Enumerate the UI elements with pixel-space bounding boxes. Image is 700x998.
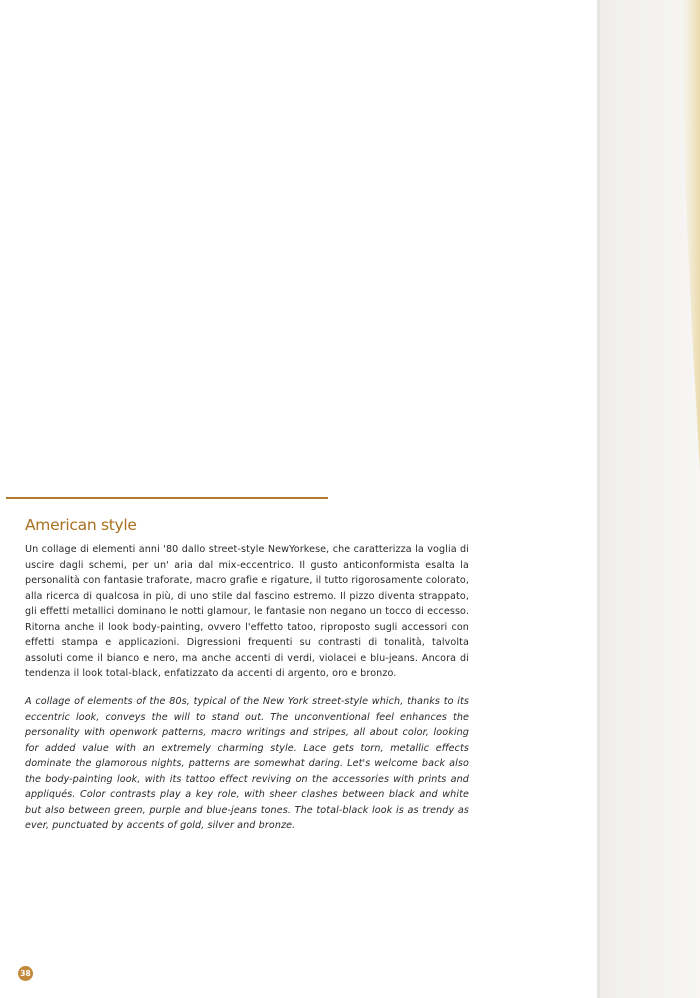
italian-body-text: Un collage di elementi anni '80 dallo street-style NewYorkese, che caratterizza la voglia di uscire dagli schemi, per un' aria dal mix-eccentrico. Il gusto anticonformista esalta la personalità con fantasie traforate, macro grafie e rigature, il tutto rigorosamente colorato, alla ricerca di qualcosa in più, di uno stile dal fascino estremo. Il pizzo diventa strappato, gli effetti metallici dominano le notti glamour, le fantasie non negano un tocco di eccesso. Ritorna anche il look body-painting, ovvero l'effetto tatoo, riproposto sugli accessori con effetti stampa e applicazioni. Digressioni frequenti su contrasti di tonalità, talvolta assoluti come il bianco e nero, ma anche accenti di verdi, violacei e blu-jeans. Ancora di tendenza il look total-black, enfatizzato da accenti di argento, oro e bronzo. — [25, 544, 469, 679]
section-divider — [6, 497, 328, 499]
adjacent-page-edge — [597, 0, 700, 998]
gold-sheen-decoration — [597, 0, 700, 998]
page-number-badge: 38 — [18, 966, 33, 981]
english-body-text: A collage of elements of the 80s, typical of the New York street-style which, thanks to its eccentric look, conveys the will to stand out. The unconventional feel enhances the personality with openwork patterns, macro writings and stripes, all about color, looking for added value with an extremely charming style. Lace gets torn, metallic effects dominate the glamorous nights, patterns are somewhat daring. Let's welcome back also the body-painting look, with its tattoo effect reviving on the accessories with prints and appliqués. Color contrasts play a key role, with sheer clashes between black and white but also between green, purple and blue-jeans tones. The total-black look is as trendy as ever, punctuated by accents of gold, silver and bronze. — [25, 696, 469, 831]
section-heading: American style — [25, 516, 137, 534]
